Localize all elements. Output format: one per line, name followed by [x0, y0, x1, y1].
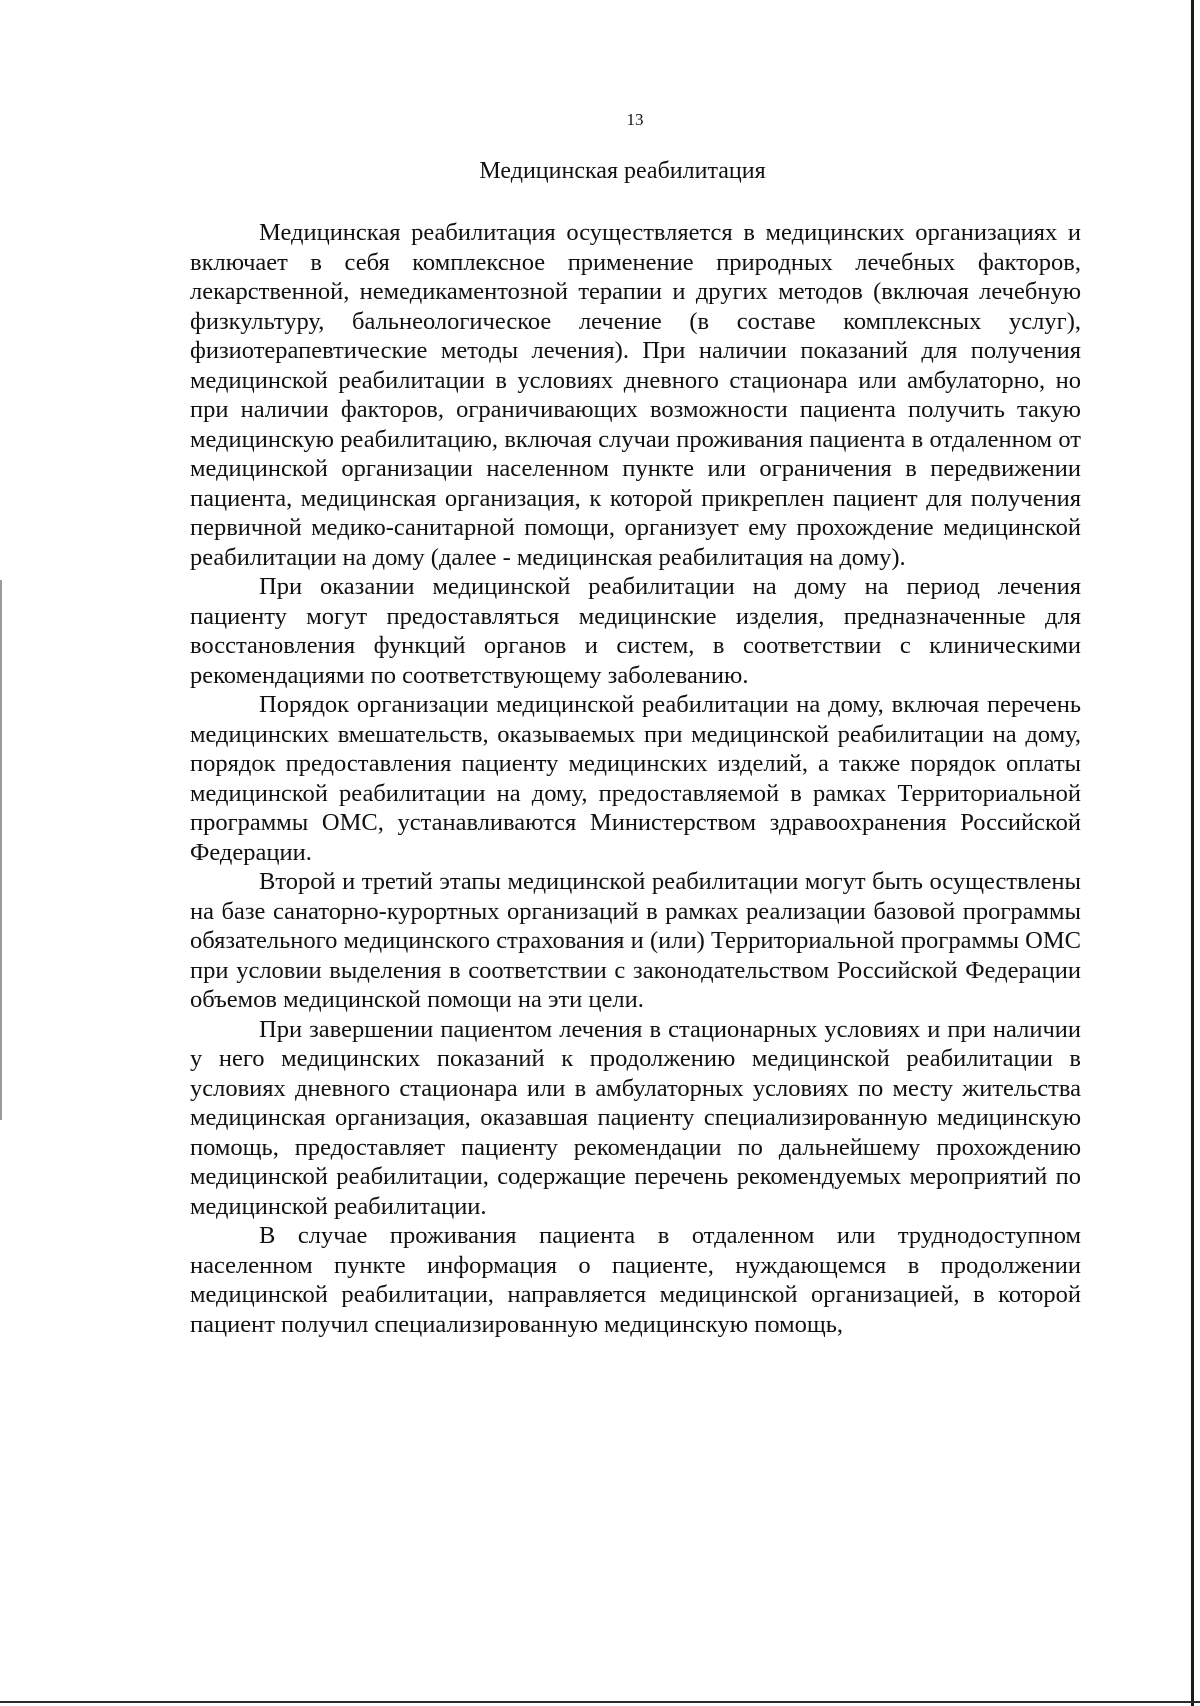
section-title: Медицинская реабилитация — [479, 158, 766, 184]
scan-border-right — [1191, 0, 1194, 1706]
page-number: 13 — [626, 110, 644, 129]
paragraph-discharge-recommendations: При завершении пациентом лечения в стационарных условиях и при наличии у него медицинских показаний к продолжению медицинской реабилитации в условиях дневного стационара или в амбулаторных условиях по месту жительства медицинская организация, оказавшая пациенту специализированную медицинскую помощь, предоставляет пациенту рекомендации по дальнейшему прохождению медицинской реабилитации, содержащие перечень рекомендуемых мероприятий по медицинской реабилитации. — [190, 1015, 1081, 1220]
scan-border-bottom — [0, 1701, 1200, 1703]
document-body — [190, 218, 1081, 1339]
paragraph-home-rehabilitation-procedure: Порядок организации медицинской реабилитации на дому, включая перечень медицинских вмешательств, оказываемых при медицинской реабилитации на дому, порядок предоставления пациенту медицинских изделий, а также порядок оплаты медицинской реабилитации на дому, предоставляемой в рамках Территориальной программы ОМС, устанавливаются Министерством здравоохранения Российской Федерации. — [190, 691, 1081, 866]
paragraph-remote-settlement-information: В случае проживания пациента в отдаленном или труднодоступном населенном пункте информация о пациенте, нуждающемся в продолжении медицинской реабилитации, направляется медицинской организацией, в которой пациент получил специализированную медицинскую помощь, — [190, 1222, 1081, 1338]
scan-border-left — [0, 580, 2, 1120]
paragraph-medical-rehabilitation-overview: Медицинская реабилитация осуществляется в медицинских организациях и включает в себя комплексное применение природных лечебных факторов, лекарственной, немедикаментозной терапии и других методов (включая лечебную физкультуру, бальнеологическое лечение (в составе комплексных услуг), физиотерапевтические методы лечения). При наличии показаний для получения медицинской реабилитации в условиях дневного стационара или амбулаторно, но при наличии факторов, ограничивающих возможности пациента получить такую медицинскую реабилитацию, включая случаи проживания пациента в отдаленном от медицинской организации населенном пункте или ограничения в передвижении пациента, медицинская организация, к которой прикреплен пациент для получения первичной медико-санитарной помощи, организует ему прохождение медицинской реабилитации на дому (далее - медицинская реабилитация на дому). — [190, 219, 1081, 571]
paragraph-sanatorium-stages: Второй и третий этапы медицинской реабилитации могут быть осуществлены на базе санаторно-курортных организаций в рамках реализации базовой программы обязательного медицинского страхования и (или) Территориальной программы ОМС при условии выделения в соответствии с законодательством Российской Федерации объемов медицинской помощи на эти цели. — [190, 868, 1081, 1013]
paragraph-home-rehabilitation-devices: При оказании медицинской реабилитации на дому на период лечения пациенту могут предоставляться медицинские изделия, предназначенные для восстановления функций органов и систем, в соответствии с клиническими рекомендациями по соответствующему заболеванию. — [190, 573, 1081, 689]
